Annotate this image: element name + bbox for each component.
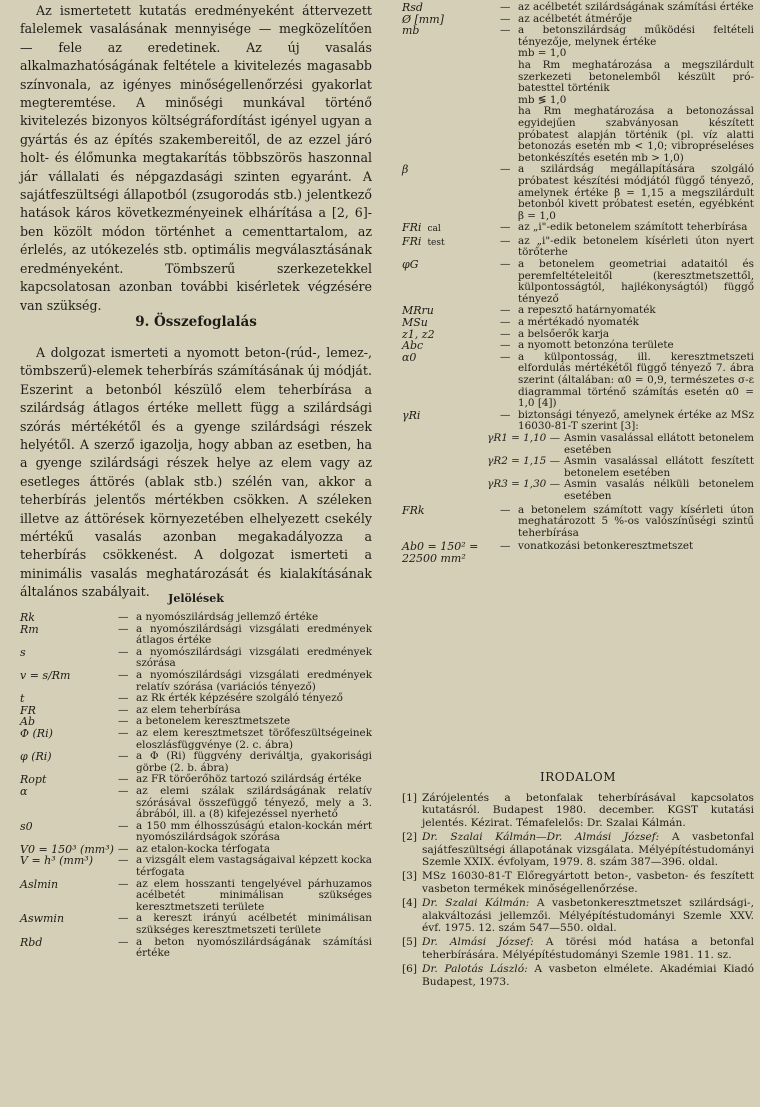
notation-description: a külpontosság, ill. keresztmetszeti elfordulás mértékétől függő tényező 7. ábra szerint (általában: α0 = 0,9, természetes σ-ε diagrammal történő számítás esetén α0 = 1,0 [4]) — [518, 350, 754, 410]
notation-symbol: V = h³ (mm³) — [20, 854, 93, 868]
notation-dash: — — [500, 540, 511, 553]
notation-symbol: β — [402, 163, 409, 177]
notation-description: a beton nyomószilárdságának számítási értéke — [136, 935, 372, 960]
notation-dash: — — [118, 773, 129, 786]
reference-author: Dr. Szalai Kálmán: — [422, 897, 530, 910]
notation-description: a betonelem számított vagy kísérleti úton meghatározott 5 %-os valószínűségi szintű teherbírása — [518, 503, 754, 539]
reference-text — [422, 870, 754, 895]
notation-item — [402, 25, 754, 48]
notation-dash: — — [118, 692, 129, 705]
reference-body: A vasbetonkeresztmetszet szilárdsági-, alakváltozási jellemzői. Mélyépítéstudományi Szemle XXV. évf. 1975. 12. szám 547—550. oldal. — [422, 897, 754, 935]
notation-symbol: s — [20, 645, 26, 659]
notation-item — [402, 317, 754, 329]
reference-body: Zárójelentés a betonfalak teherbírásával kapcsolatos kutatásról. Budapest 1980. december. KGST kutatási jelentés. Kézirat. Témafelelős: Dr. Szalai Kálmán. — [422, 792, 754, 829]
notation-dash: — — [500, 1, 511, 13]
notation-description: az elem hosszanti tengelyével párhuzamos acélbetét minimálisan szükséges keresztmetszeti területe — [136, 877, 372, 913]
notation-dash: — — [118, 622, 129, 635]
notation-item — [20, 879, 372, 914]
notation-list-left — [20, 612, 372, 960]
notation-symbol: FR — [20, 703, 36, 717]
references-list — [402, 792, 754, 990]
notation-symbol: Rm — [20, 622, 39, 636]
notation-description: a nyomószilárdság jellemző értéke — [136, 611, 319, 623]
notation-dash: — — [500, 408, 511, 421]
notation-symbol: Rsd — [402, 1, 423, 14]
notation-symbol: s0 — [20, 819, 33, 833]
reference-number: [3] — [402, 870, 418, 883]
notation-description: a 150 mm élhosszúságú etalon-kockán mért nyomószilárdságok szórása — [136, 819, 372, 844]
reference-text — [422, 897, 754, 934]
reference-item — [402, 792, 754, 829]
notation-symbol: φ (Ri) — [20, 750, 52, 764]
notation-symbol: φG — [402, 258, 419, 272]
reference-item — [402, 963, 754, 988]
notation-item — [402, 259, 754, 305]
notation-description: az Rk érték képzésére szolgáló tényező — [136, 692, 343, 705]
reference-body: MSz 16030-81-T Előregyártott beton-, vasbeton- és feszített vasbeton termékek minőségellenőrzése. — [422, 870, 754, 895]
intro-paragraph: Az ismertetett kutatás eredményeként áttervezett falelemek vasalásának mennyisége — megközelítően — fele az eredetinek. Az új vasalás alkalmazhatóságának feltétele a kivitelezés magasabb színvonala, az igényes minőségellenőrzési gyakorlat megteremtése. A minőségi munkával történő kivitelezés bizonyos költségráfordítást igényel ugyan a gyártás és az építés szakembereitől, de az ezzel járó holt- és élőmunka megtakarítás többszörös haszonnal jár vállalati és népgazdasági szinten egyaránt. A sajátfeszültségi állapotból (zsugorodás stb.) jelentkező hatások káros következményeinek elhárítása a [2, 6]-ben közölt módon történhet a cementtartalom, az érlelés, az utókezelés stb. optimális megválasztásának eredményeként. Tömbszerű szerkezetekkel kapcsolatosan azonban további kisérletek végzésére van szükség. — [20, 3, 372, 313]
reference-body: A törési mód hatása a betonfal teherbírására. Mélyépítéstudományi Szemle 1981. 11. sz. — [422, 936, 754, 961]
notation-dash: — — [500, 258, 511, 271]
notation-dash: — — [118, 819, 129, 832]
notation-symbol: Ab0 = 150² = 22500 mm² — [402, 540, 479, 565]
notation-description: a Φ (Ri) függvény deriváltja, gyakorisági görbe (2. b. ábra) — [136, 750, 372, 774]
reference-text — [422, 831, 754, 868]
notation-item — [20, 624, 372, 647]
safety-factor-value: γR2 = 1,15 — — [487, 455, 560, 468]
notation-dash — [500, 106, 518, 164]
notation-item — [402, 236, 754, 259]
notation-dash: — — [118, 842, 129, 855]
notation-item — [402, 352, 754, 410]
notation-dash: — — [500, 163, 511, 176]
reference-text — [422, 936, 754, 961]
notation-description: a vizsgált elem vastagságaival képzett kocka térfogata — [136, 854, 372, 879]
notation-dash: — — [118, 645, 129, 658]
notation-description: a szilárdság megállapítására szolgáló próbatest készítési módjától függő tényező, amelynek értéke β = 1,15 a megszilárdult betonból kivett próbatest esetén, egyébként β = 1,0 — [518, 163, 754, 222]
reference-number: [5] — [402, 936, 418, 949]
notation-description: az acélbetét szilárdságának számítási értéke — [518, 1, 754, 13]
notation-dash — [500, 48, 518, 60]
notation-item — [402, 410, 754, 433]
notation-dash: — — [118, 715, 129, 728]
references-heading: IRODALOM — [540, 770, 616, 784]
notation-symbol: Aswmin — [20, 912, 65, 926]
notation-symbol: V0 = 150³ (mm³) — [20, 842, 114, 856]
safety-factor-item — [462, 433, 754, 456]
notation-dash: — — [118, 668, 129, 681]
notation-description: az elemi szálak szilárdságának relatív szórásával összefüggő tényező, mely a 3. ábrából, ill. a (8) kifejezéssel nyerhető — [136, 784, 372, 821]
safety-factor-value: γR1 = 1,10 — — [487, 431, 560, 444]
notation-superscript: test — [427, 237, 445, 248]
notation-dash: — — [118, 912, 129, 925]
reference-number: [4] — [402, 897, 418, 910]
notation-dash: — — [500, 339, 511, 352]
notation-symbol: Rk — [20, 611, 35, 624]
notation-description: vonatkozási betonkeresztmetszet — [518, 540, 694, 553]
notation-description: mb ≶ 1,0 — [518, 93, 567, 106]
notation-item — [402, 164, 754, 222]
notation-description: mb = 1,0 — [518, 47, 567, 60]
notation-dash: — — [500, 234, 511, 247]
notation-description: a belsőerők karja — [518, 327, 610, 340]
notation-heading: Jelölések — [168, 592, 224, 605]
notation-symbol: FRi test — [402, 234, 445, 248]
notation-item — [20, 751, 372, 774]
notation-item — [402, 106, 754, 164]
notation-description: a nyomott betonzóna területe — [518, 339, 674, 352]
notation-dash: — — [118, 935, 129, 948]
reference-author: Dr. Palotás László: — [422, 963, 528, 976]
notation-dash: — — [500, 12, 511, 25]
notation-symbol: Ø [mm] — [402, 12, 444, 26]
notation-symbol — [402, 60, 500, 95]
notation-description: az acélbetét átmérője — [518, 12, 633, 25]
notation-dash: — — [118, 726, 129, 739]
notation-description: az etalon-kocka térfogata — [136, 842, 271, 855]
notation-item — [402, 2, 754, 14]
notation-item — [20, 855, 372, 878]
notation-item — [20, 647, 372, 670]
notation-dash: — — [118, 784, 129, 797]
notation-dash: — — [118, 611, 129, 623]
notation-dash — [500, 60, 518, 95]
notation-description: biztonsági tényező, amelynek értéke az MSz 16030-81-T szerint [3]: — [518, 408, 754, 433]
notation-dash: — — [500, 304, 511, 317]
notation-symbol: Aslmin — [20, 877, 59, 891]
notation-symbol: t — [20, 692, 25, 706]
notation-item — [402, 505, 754, 540]
notation-symbol: α — [20, 784, 28, 798]
notation-description: a betonszilárdság működési feltételi tényezője, melynek értéke — [518, 24, 754, 48]
notation-description: az elem keresztmetszet törőfeszültségeinek eloszlásfüggvénye (2. c. ábra) — [136, 726, 372, 751]
notation-item — [20, 670, 372, 693]
notation-dash: — — [118, 750, 129, 763]
notation-dash: — — [500, 221, 511, 234]
notation-description: a nyomószilárdsági vizsgálati eredmények átlagos értéke — [136, 622, 372, 647]
reference-body: A vasbetonfal sajátfeszültségi állapotának vizsgálata. Mélyépítéstudományi Szemle XXIX. évfolyam, 1979. 8. szám 387—396. oldal. — [422, 831, 754, 869]
reference-author: Dr. Almási József: — [422, 936, 534, 949]
notation-item — [402, 541, 754, 564]
notation-dash: — — [500, 316, 511, 329]
notation-item — [20, 913, 372, 936]
notation-superscript: cal — [427, 224, 441, 235]
notation-symbol: γRi — [402, 408, 421, 422]
notation-dash: — — [118, 877, 129, 890]
notation-symbol: MRru — [402, 304, 434, 318]
summary-paragraph: A dolgozat ismerteti a nyomott beton-(rúd-, lemez-, tömbszerű)-elemek teherbírás számításának új módját. Eszerint a betonból készülő elem teherbírása a szilárdság átlagos értéke mellett függ a szilárdsági szórás mértékétől és a gyenge szilárdsági részek helyétől. A szerző igazolja, hogy abban az esetben, ha a gyenge szilárdsági részek helye az elem vagy az esetleges áttörés (ablak stb.) szélén van, akkor a teherbírás jelentős mértékben csökken. A széleken illetve az áttörések környezetében elhelyezett csekély mértékű vasalás azonban megakadályozza a teherbírás csökkenést. A dolgozat ismerteti a minimális vasalás meghatározását és kialakításának általános szabályait. — [20, 345, 372, 600]
reference-number: [1] — [402, 792, 418, 804]
notation-item — [20, 693, 372, 705]
notation-symbol: Abc — [402, 339, 424, 353]
notation-description: ha Rm meghatározása a betonozással egyidejűen szabványosan készített próbatest alapján történik (pl. víz alatti betonozás esetén mb < 1,0; vibropréseléses betonkészítés esetén mb > 1,0) — [518, 105, 754, 164]
notation-item — [20, 728, 372, 751]
notation-dash — [500, 95, 518, 107]
notation-symbol: MSu — [402, 316, 428, 330]
reference-item — [402, 936, 754, 961]
reference-number: [6] — [402, 963, 418, 976]
reference-text — [422, 792, 754, 829]
notation-item — [402, 222, 754, 236]
notation-item — [20, 786, 372, 821]
safety-factor-description: Asmin vasalással ellátott betonelem esetében — [564, 431, 754, 456]
notation-dash: — — [118, 854, 129, 867]
notation-symbol: Ropt — [20, 773, 47, 787]
notation-symbol: Ab — [20, 715, 35, 729]
safety-factor-item — [462, 456, 754, 479]
notation-item — [20, 821, 372, 844]
reference-item — [402, 897, 754, 934]
notation-symbol: z1, z2 — [402, 327, 435, 341]
reference-number: [2] — [402, 831, 418, 844]
safety-factor-item — [462, 479, 754, 502]
notation-dash: — — [500, 327, 511, 340]
reference-item — [402, 870, 754, 895]
notation-dash: — — [118, 703, 129, 716]
notation-symbol — [402, 106, 500, 164]
notation-dash: — — [500, 503, 511, 516]
notation-description: a nyomószilárdsági vizsgálati eredmények relatív szórása (variációs tényező) — [136, 668, 372, 693]
safety-factor-description: Asmin vasalás nélküli betonelem esetében — [564, 478, 754, 502]
safety-factor-value: γR3 = 1,30 — — [487, 478, 560, 491]
reference-body: A vasbeton elmélete. Akadémiai Kiadó Budapest, 1973. — [422, 963, 754, 988]
notation-symbol: Rbd — [20, 935, 43, 949]
notation-item — [20, 937, 372, 960]
notation-symbol: α0 — [402, 350, 417, 364]
notation-item — [20, 612, 372, 624]
notation-symbol: v = s/Rm — [20, 668, 71, 682]
notation-description: ha Rm meghatározása a megszilárdult szerkezeti betonelemből készült próbatesttel történik — [518, 58, 754, 95]
notation-description: az „i"-edik betonelem kísérleti úton nyert törőterhe — [518, 234, 754, 259]
notation-description: a nyomószilárdsági vizsgálati eredmények szórása — [136, 645, 372, 670]
notation-description: az elem teherbírása — [136, 703, 241, 716]
safety-factor-list — [402, 433, 754, 503]
notation-description: a mértékadó nyomaték — [518, 316, 639, 329]
notation-list-right — [402, 2, 754, 565]
notation-description: az FR törőerőhöz tartozó szilárdság értéke — [136, 773, 362, 786]
notation-description: a betonelem geometriai adataitól és peremfeltételeitől (keresztmetszettől, külpontosságtól, hajlékonyságtól) függő tényező — [518, 258, 754, 305]
notation-description: a kereszt irányú acélbetét minimálisan szükséges keresztmetszeti területe — [136, 912, 372, 937]
notation-description: az „i"-edik betonelem számított teherbírása — [518, 221, 748, 234]
reference-author: Dr. Szalai Kálmán—Dr. Almási József: — [422, 831, 660, 844]
safety-factor-description: Asmin vasalással ellátott feszített betonelem esetében — [564, 455, 754, 479]
notation-symbol — [402, 48, 500, 60]
notation-description: a betonelem keresztmetszete — [136, 715, 291, 728]
reference-item — [402, 831, 754, 868]
notation-description: a repesztő határnyomaték — [518, 304, 656, 317]
notation-dash: — — [500, 350, 511, 363]
reference-text — [422, 963, 754, 988]
notation-symbol: Φ (Ri) — [20, 726, 53, 740]
notation-symbol: mb — [402, 24, 420, 38]
notation-dash: — — [500, 24, 511, 37]
notation-symbol: FRi cal — [402, 221, 441, 235]
notation-symbol: FRk — [402, 503, 425, 517]
notation-symbol — [402, 95, 500, 107]
notation-item — [402, 60, 754, 95]
section-heading: 9. Összefoglalás — [135, 314, 257, 330]
